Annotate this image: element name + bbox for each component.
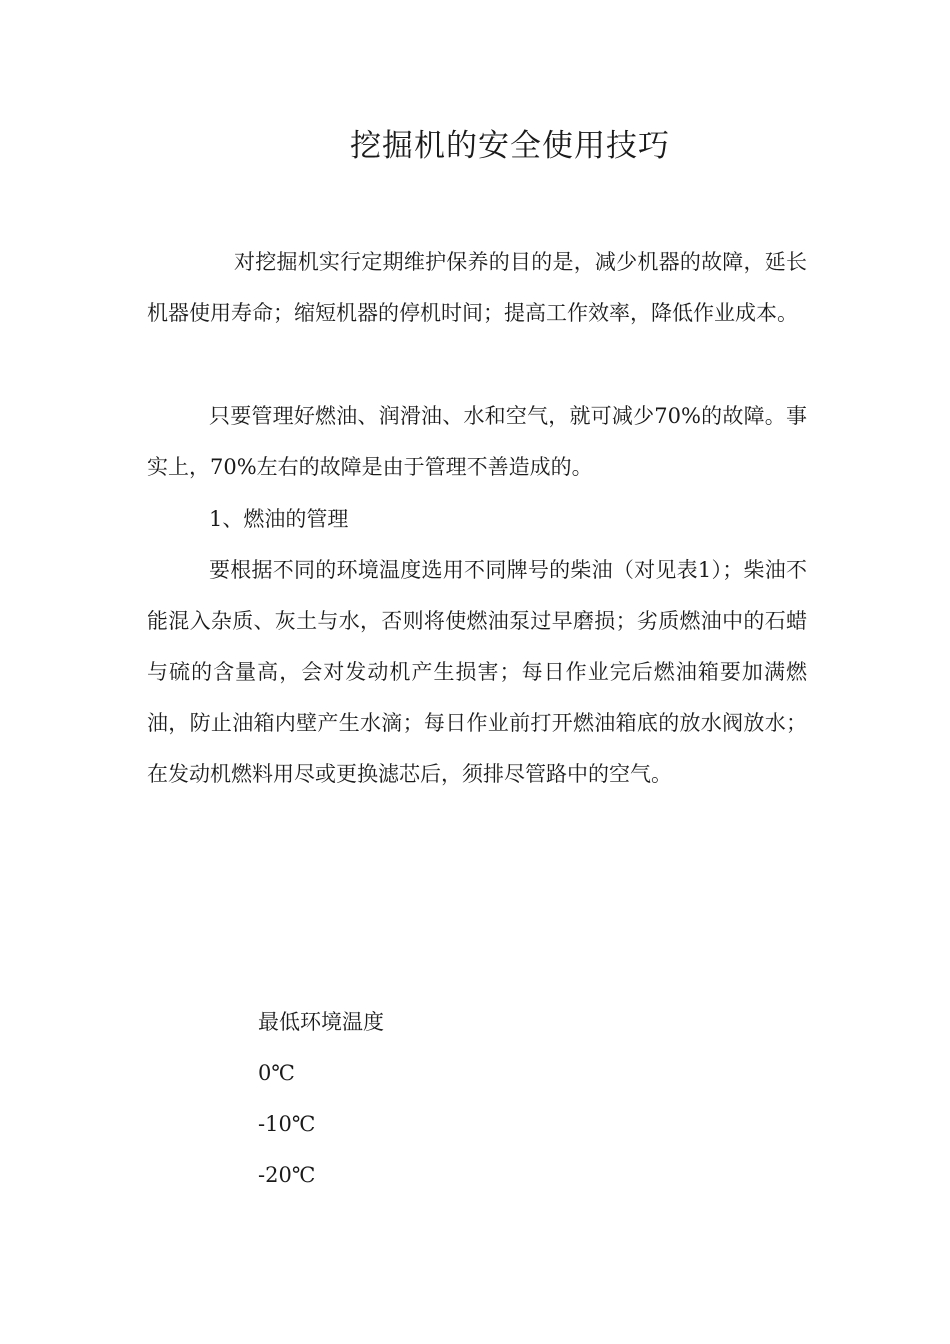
page-title: 挖掘机的安全使用技巧 [350,128,670,164]
table-header: 最低环境温度 [258,1010,384,1034]
table-row: -10℃ [258,1112,316,1136]
paragraph-maintenance-purpose: 对挖掘机实行定期维护保养的目的是，减少机器的故障，延长机器使用寿命；缩短机器的停机时间；提高工作效率，降低作业成本。 [147,250,807,325]
temperature-table [258,997,384,1201]
table-row: -20℃ [258,1163,316,1187]
paragraph-fault-reduction: 只要管理好燃油、润滑油、水和空气，就可减少70%的故障。事实上，70%左右的故障是由于管理不善造成的。 [147,404,807,479]
paragraph-fuel-management: 要根据不同的环境温度选用不同牌号的柴油（对见表1）；柴油不能混入杂质、灰土与水，否则将使燃油泵过早磨损；劣质燃油中的石蜡与硫的含量高，会对发动机产生损害；每日作业完后燃油箱要加满燃油，防止油箱内壁产生水滴；每日作业前打开燃油箱底的放水阀放水；在发动机燃料用尽或更换滤芯后，须排尽管路中的空气。 [147,558,807,786]
section-heading-fuel: 1、燃油的管理 [209,507,349,531]
table-row: 0℃ [258,1061,295,1085]
